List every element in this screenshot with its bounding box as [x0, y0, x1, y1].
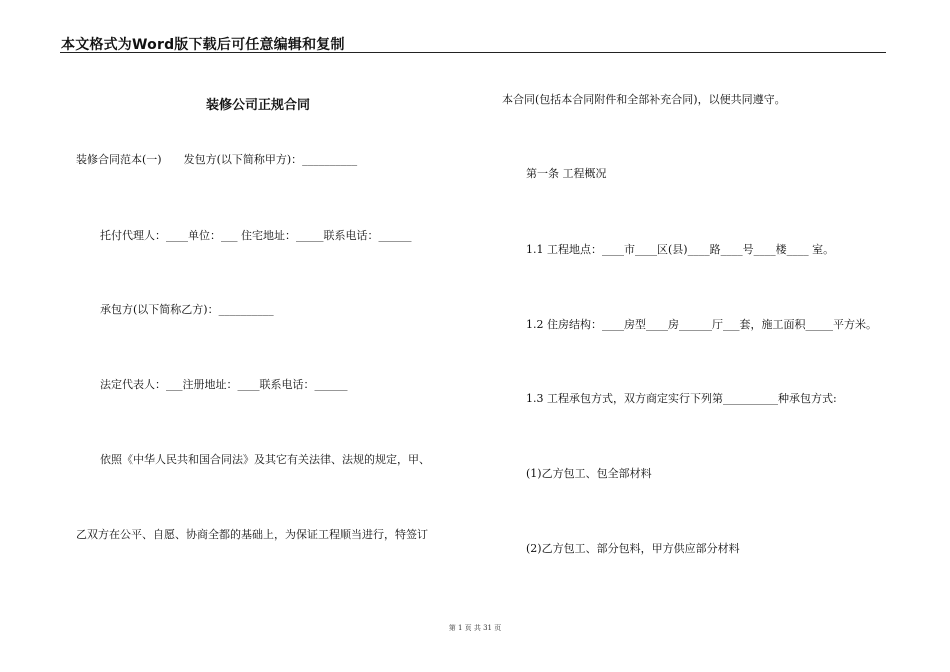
right-paragraph-5: (1)乙方包工、包全部材料	[526, 467, 652, 480]
header-text: 本文格式为Word版下载后可任意编辑和复制	[61, 37, 345, 53]
left-paragraph-4: 法定代表人：___注册地址：____联系电话：______	[100, 378, 348, 391]
right-paragraph-3: 1.2 住房结构：____房型____房______厅___套，施工面积_____平方米。	[526, 318, 877, 331]
right-paragraph-2: 1.1 工程地点：____市____区(县)____路____号____楼____ 室。	[526, 243, 835, 256]
left-paragraph-2: 托付代理人：____单位：___ 住宅地址：_____联系电话：______	[100, 229, 412, 242]
right-paragraph-4: 1.3 工程承包方式，双方商定实行下列第__________种承包方式:	[526, 392, 837, 405]
left-paragraph-5: 依照《中华人民共和国合同法》及其它有关法律、法规的规定，甲、	[100, 453, 430, 466]
header-divider	[60, 52, 886, 53]
right-paragraph-6: (2)乙方包工、部分包料，甲方供应部分材料	[526, 542, 740, 555]
left-paragraph-1: 装修合同范本(一) 发包方(以下简称甲方)：__________	[76, 153, 358, 166]
document-title: 装修公司正规合同	[206, 98, 311, 113]
section-heading: 第一条 工程概况	[526, 167, 607, 180]
page-number: 第 1 页 共 31 页	[448, 624, 502, 632]
left-paragraph-3: 承包方(以下简称乙方)：__________	[100, 303, 274, 316]
right-paragraph-1: 本合同(包括本合同附件和全部补充合同)，以便共同遵守。	[502, 93, 786, 106]
left-paragraph-6: 乙双方在公平、自愿、协商全都的基础上，为保证工程顺当进行，特签订	[76, 528, 428, 541]
